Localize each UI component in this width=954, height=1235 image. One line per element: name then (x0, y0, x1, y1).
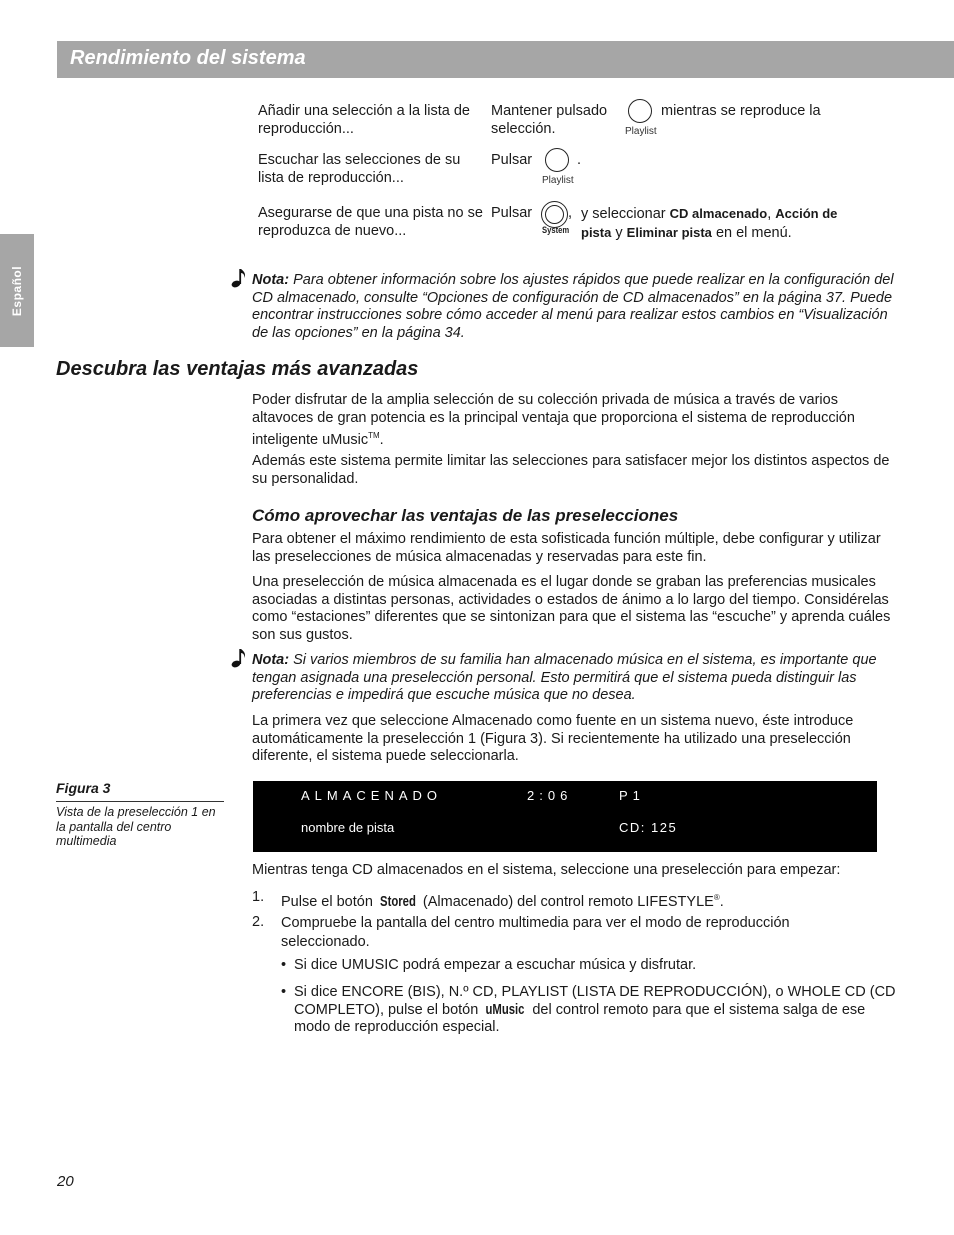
section-header-bar (57, 41, 954, 78)
display-source: ALMACENADO (301, 788, 443, 803)
system-button-icon (541, 201, 568, 228)
table-action-1-pre: Mantener pulsado (491, 103, 608, 119)
instructions-intro: Mientras tenga CD almacenados en el sistema, seleccione una preselección para empezar: (252, 862, 841, 878)
action-text: y (615, 224, 623, 241)
subsection-paragraph-3: La primera vez que seleccione Almacenado como fuente en un sistema nuevo, éste introduce automáticamente la preselección 1 (Figura 3). Si recientemente ha utilizado una preselección diferente, el sistema puede seleccionarla. (252, 713, 854, 764)
figure-rule (56, 801, 224, 802)
playlist-button-label: Playlist (625, 126, 657, 137)
menu-item-accion-de: Acción de (775, 206, 838, 221)
note-text: Para obtener información sobre los ajustes rápidos que puede realizar en la configuración del CD almacenado, consulte “Opciones de configuración de CD almacenados” en la página 37. Puede encontrar instrucciones sobre cómo acceder al menú para realizar estos cambios en “Visualización de las opciones” en la página 34. (252, 272, 894, 341)
step-2-number: 2. (252, 914, 265, 930)
section-paragraph-1 (252, 392, 897, 449)
menu-item-eliminar-pista: Eliminar pista (626, 224, 712, 240)
paragraph-end: . (379, 431, 384, 448)
table-task-2: Escuchar las selecciones de su lista de reproducción... (258, 152, 461, 186)
stored-button-label: Stored (379, 893, 416, 910)
note-label: Nota: (252, 272, 290, 288)
trademark-mark: TM (368, 431, 380, 440)
action-text: y seleccionar (581, 206, 666, 222)
bullet-2 (294, 984, 899, 1037)
figure-caption: Vista de la preselección 1 en la pantalla del centro multimedia (56, 805, 216, 848)
step-1-number: 1. (252, 889, 265, 905)
bullet-1: Si dice UMUSIC podrá empezar a escuchar música y disfrutar. (294, 957, 697, 973)
note-1 (252, 272, 897, 342)
display-cd-number: CD: 125 (619, 820, 678, 835)
step-text: (Almacenado) del control remoto LIFESTYLE (422, 893, 714, 910)
note-text: Si varios miembros de su familia han almacenado música en el sistema, es importante que tengan asignada una preselección personal. Esto permitirá que el sistema pueda distinguir las preferencias e impedirá que escuche música que no desea. (252, 652, 877, 703)
playlist-button-icon (545, 148, 569, 172)
action-text: en el menú. (715, 224, 792, 241)
table-action-3-pre: Pulsar (491, 205, 533, 221)
step-1 (281, 889, 901, 911)
subsection-paragraph-2: Una preselección de música almacenada es el lugar donde se graban las preferencias musicales asociadas a distintas personas, actividades o estados de ánimo a lo largo del tiempo. Considérelas como “estaciones” diferentes que se sintonizan para que el sistema las “escuche” y aprenda cuáles son sus gustos. (252, 574, 891, 643)
registered-mark: ® (713, 893, 720, 902)
bullet-text: Si dice ENCORE (BIS), N.º CD, PLAYLIST (LISTA DE REPRODUCCIÓN), o WHOLE CD (CD COMPLETO), pulse el botón (294, 984, 896, 1018)
playlist-button-label: Playlist (542, 175, 574, 186)
display-time: 2:06 (527, 788, 573, 803)
music-note-icon (231, 648, 247, 668)
umusic-button-label: uMusic (485, 1001, 525, 1018)
menu-item-cd-almacenado: CD almacenado (669, 206, 768, 221)
subsection-paragraph-1: Para obtener el máximo rendimiento de esta sofisticada función múltiple, debe configurar y utilizar las preselecciones de música almacenadas y reservadas para este fin. (252, 531, 881, 565)
section-header-title: Rendimiento del sistema (70, 47, 306, 69)
section-paragraph-2: Además este sistema permite limitar las selecciones para satisfacer mejor los distintos aspectos de su personalidad. (252, 453, 890, 487)
table-task-1: Añadir una selección a la lista de reproducción... (258, 103, 470, 137)
paragraph-text: Poder disfrutar de la amplia selección de su colección privada de música a través de varios altavoces de gran potencia es la principal ventaja que proporciona el sistema de reproducción inteligente uMusic (252, 392, 855, 448)
step-end: . (719, 893, 724, 910)
bullet-text: del control remoto para que el sistema salga de ese modo de reproducción especial. (294, 1001, 866, 1035)
subsection-title: Cómo aprovechar las ventajas de las preselecciones (252, 506, 679, 525)
figure-title: Figura 3 (56, 780, 111, 796)
table-action-2-pre: Pulsar (491, 152, 533, 168)
step-2: Compruebe la pantalla del centro multimedia para ver el modo de reproducción seleccionado. (281, 915, 790, 950)
table-action-1-post: mientras se reproduce la (661, 103, 821, 119)
display-preset: P1 (619, 788, 645, 803)
table-action-1-post-2: selección. (491, 121, 556, 137)
action-comma: , (767, 206, 772, 222)
menu-item-pista: pista (581, 224, 612, 240)
table-action-3-sep: , (568, 205, 573, 221)
step-text: Pulse el botón (281, 893, 373, 910)
display-track-name: nombre de pista (301, 820, 395, 835)
section-title: Descubra las ventajas más avanzadas (56, 358, 419, 380)
bullet-1-marker: • (281, 957, 287, 973)
page-number: 20 (57, 1173, 74, 1190)
table-action-2-post: . (577, 152, 582, 168)
system-button-label: System (542, 225, 570, 235)
music-note-icon (231, 268, 247, 288)
playlist-button-icon (628, 99, 652, 123)
note-2 (252, 652, 900, 705)
table-action-3-text (581, 205, 871, 242)
table-task-3: Asegurarse de que una pista no se reproduzca de nuevo... (258, 205, 483, 239)
bullet-2-marker: • (281, 984, 287, 1000)
note-label: Nota: (252, 652, 290, 668)
media-center-display (253, 781, 877, 852)
language-tab-label: Español (10, 265, 24, 317)
language-tab (0, 234, 34, 347)
